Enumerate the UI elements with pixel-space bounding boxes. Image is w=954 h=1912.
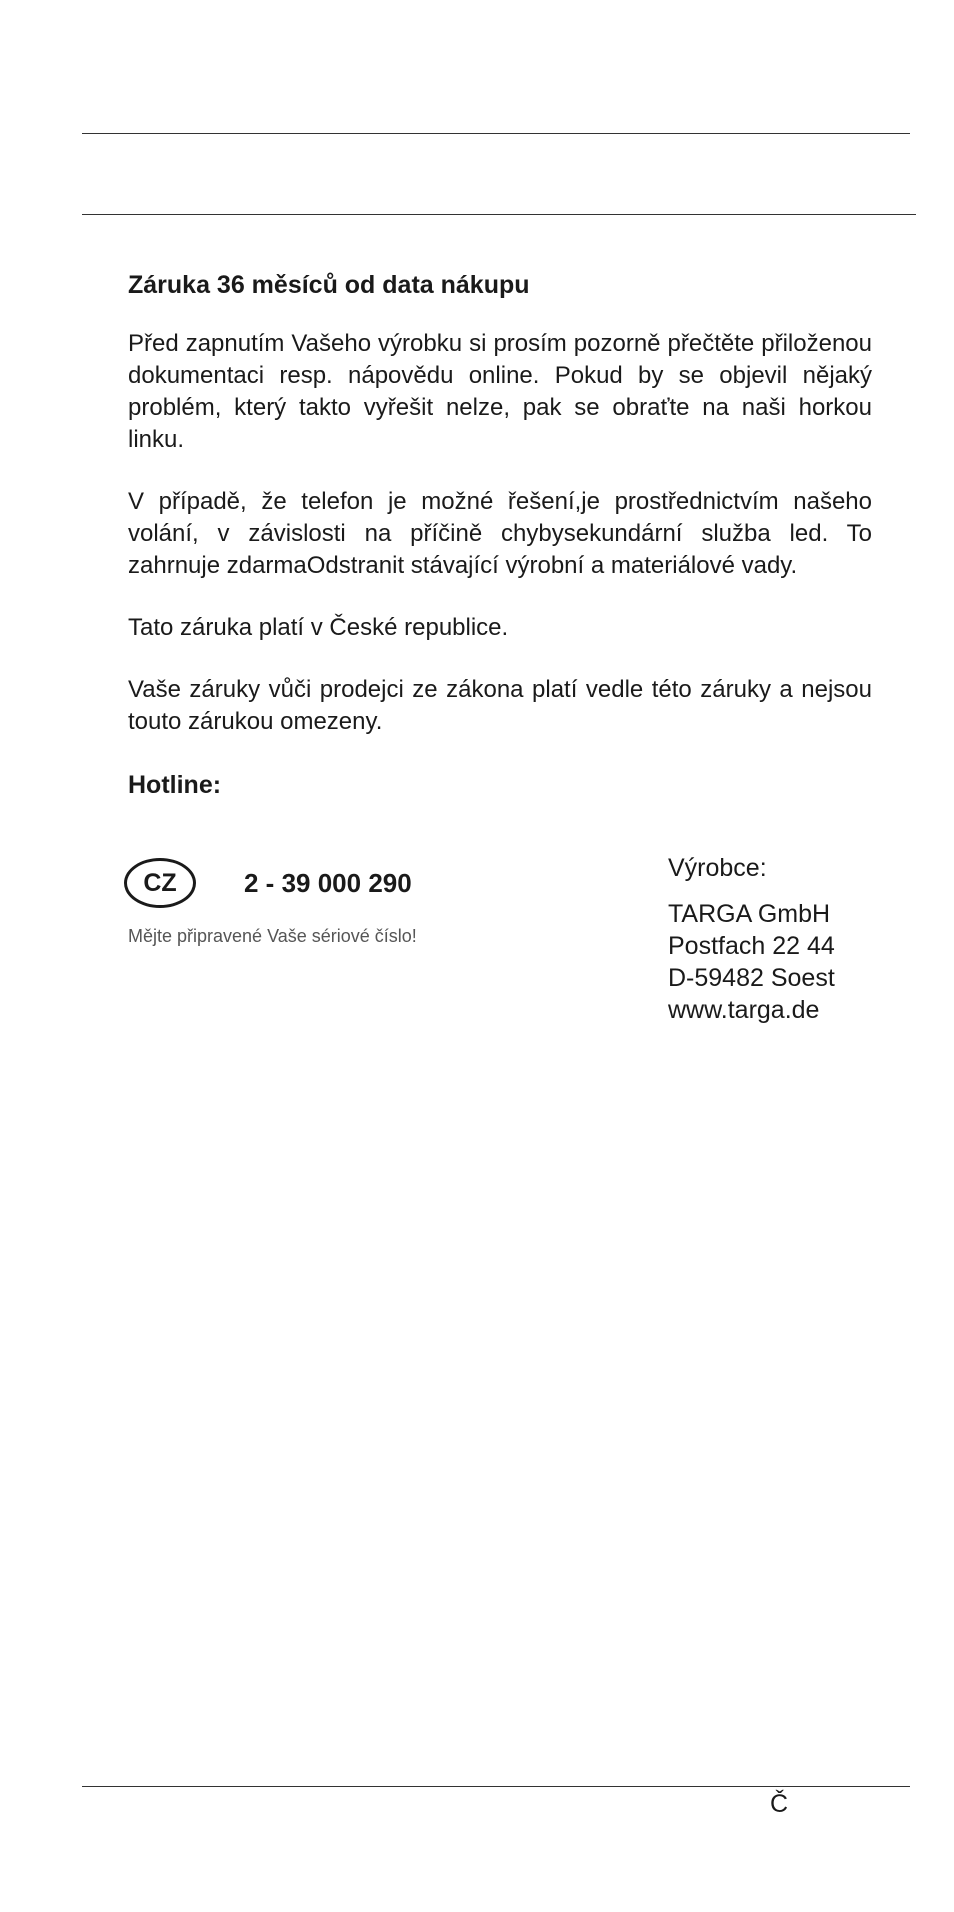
warranty-paragraph-2: V případě, že telefon je možné řešení,je prostřednictvím našeho volání, v závislosti na příčině chybysekundární služba led. To zahrnuje zdarmaOdstranit stávající výrobní a materiálové vady.	[128, 488, 872, 579]
warranty-section	[128, 268, 872, 802]
warranty-heading: Záruka 36 měsíců od data nákupu	[128, 271, 530, 299]
manufacturer-city: D-59482 Soest	[668, 964, 835, 992]
warranty-paragraph-4: Vaše záruky vůči prodejci ze zákona platí vedle této záruky a nejsou touto zárukou omezeny.	[128, 676, 872, 735]
warranty-paragraph-1: Před zapnutím Vašeho výrobku si prosím pozorně přečtěte přiloženou dokumentaci resp. nápovědu online. Pokud by se objevil nějaký problém, který takto vyřešit nelze, pak se obraťte na naši horkou linku.	[128, 330, 872, 453]
hotline-label: Hotline:	[128, 771, 222, 799]
footer-page-mark: Č	[770, 1790, 789, 1818]
serial-number-note: Mějte připravené Vaše sériové číslo!	[128, 926, 417, 946]
hotline-phone: 2 - 39 000 290	[244, 867, 412, 898]
manufacturer-name: TARGA GmbH	[668, 900, 831, 928]
footer-rule	[82, 1786, 910, 1787]
header-rule-bottom	[82, 214, 916, 215]
manufacturer-label: Výrobce:	[668, 854, 767, 882]
country-code-badge: CZ	[124, 858, 196, 908]
warranty-paragraph-3: Tato záruka platí v České republice.	[128, 614, 509, 641]
manufacturer-website: www.targa.de	[668, 996, 820, 1024]
manufacturer-address: Postfach 22 44	[668, 932, 835, 960]
manufacturer-block	[668, 852, 835, 1026]
header-rule-top	[82, 133, 910, 134]
hotline-row	[124, 858, 412, 908]
